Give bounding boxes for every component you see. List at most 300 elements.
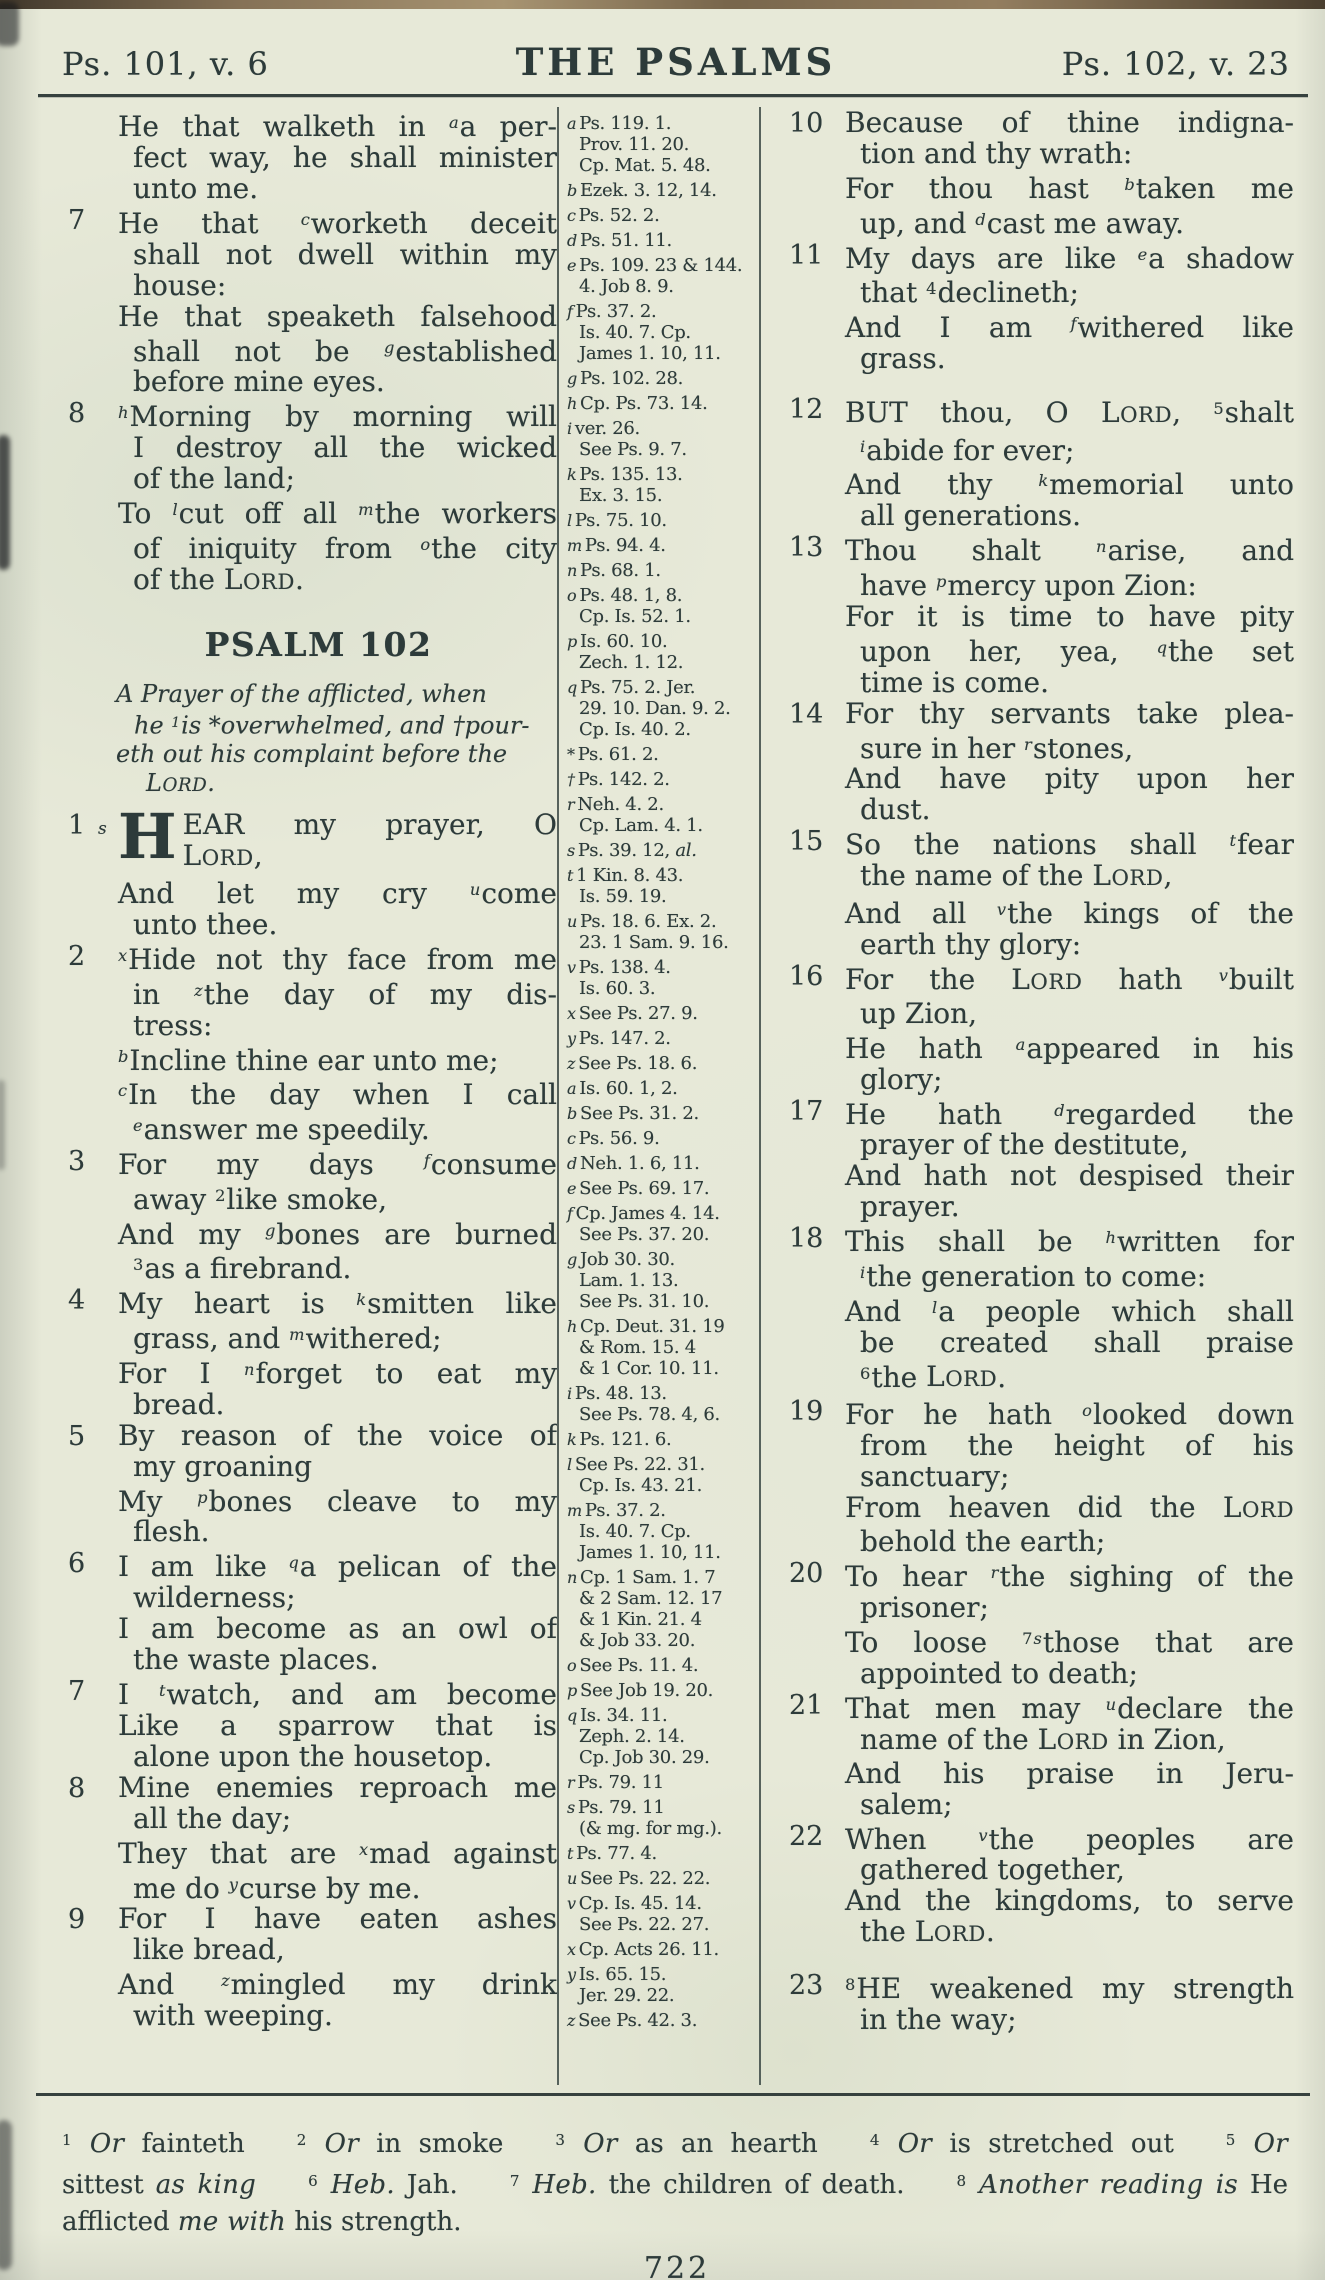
verse-line: To loose $^{7s}$those that are: [845, 1625, 1294, 1659]
reference-entry: [567, 631, 755, 673]
verse-number: 2: [68, 941, 86, 973]
reference-line: x See Ps. 27. 9.: [567, 1003, 698, 1024]
reference-mark: o: [420, 534, 431, 554]
reference-marker: g: [567, 369, 577, 388]
verse-line: prayer of the destitute,: [860, 1128, 1189, 1162]
footnote-mark: 7: [509, 2172, 520, 2191]
reference-entry: [567, 180, 755, 201]
verse-line: appointed to death;: [860, 1656, 1138, 1690]
verse-number: 18: [789, 1223, 824, 1255]
verse-number: 5: [68, 1420, 86, 1452]
verse-line: sanctuary;: [860, 1460, 1010, 1494]
divine-name: LORD: [914, 1915, 986, 1949]
reference-entry: [567, 1128, 755, 1149]
reference-line: d Neh. 1. 6, 11.: [567, 1153, 700, 1174]
reference-entry: [567, 911, 755, 953]
divine-name: LORD: [1037, 1722, 1109, 1756]
footnote-line: afflicted me with his strength.: [62, 2207, 462, 2238]
reference-marker: s: [567, 1798, 575, 1817]
reference-line: n Ps. 68. 1.: [567, 560, 661, 581]
verse-line: And have pity upon her: [845, 762, 1294, 796]
verse: [789, 1689, 1294, 1820]
reference-mark: t: [159, 1681, 166, 1701]
reference-entry: [567, 1843, 755, 1864]
reference-entry: [567, 585, 755, 627]
reference-mark: m: [289, 1324, 305, 1344]
verse-line: away $^2$like smoke,: [133, 1182, 387, 1216]
verse-line: By reason of the voice of: [118, 1418, 557, 1452]
reference-entry: [567, 1028, 755, 1049]
verse-line: $^h$Morning by morning will: [118, 400, 557, 434]
reference-entry: [567, 1316, 755, 1379]
reference-mark: k: [1038, 471, 1049, 491]
verse-line: tion and thy wrath:: [860, 137, 1133, 170]
verse-line: To $^l$cut off all $^m$the workers: [118, 496, 557, 530]
reference-marker: e: [567, 256, 577, 275]
footnote-mark: 1: [62, 2131, 72, 2149]
verse: [68, 1903, 557, 2031]
reference-mark: p: [197, 1487, 208, 1507]
reference-entry: [567, 1003, 755, 1024]
verse-line: BUT thou, O LORD, $^5$shalt: [845, 395, 1294, 429]
verse-line: $^e$answer me speedily.: [133, 1113, 430, 1147]
verse-line: tress:: [133, 1008, 213, 1042]
verse-number: 12: [789, 393, 824, 425]
verse-line: behold the earth;: [860, 1525, 1106, 1559]
verse-line: of the land;: [133, 462, 295, 496]
reference-mark: g: [383, 337, 395, 357]
verse-line: like bread,: [133, 1933, 285, 1967]
reference-entry: [567, 1053, 755, 1074]
verse-line: glory;: [860, 1062, 943, 1096]
verse: [789, 531, 1294, 697]
divine-name: LORD: [146, 769, 208, 798]
reference-marker: *: [567, 745, 575, 764]
reference-line: u Ps. 18. 6. Ex. 2.: [567, 911, 717, 932]
verse-line: with weeping.: [133, 1999, 333, 2033]
reference-line: Cp. Is. 43. 21.: [579, 1475, 703, 1496]
reference-marker: q: [567, 1706, 577, 1725]
reference-mark: f: [423, 1151, 430, 1171]
verse-line: fect way, he shall minister: [133, 140, 557, 174]
reference-mark: x: [118, 946, 128, 966]
reference-mark: c: [300, 209, 310, 229]
reference-marker: p: [567, 1681, 577, 1700]
verse-line: Like a sparrow that is: [118, 1708, 557, 1742]
footnote-mark: 1: [171, 714, 181, 731]
reference-line: q Ps. 75. 2. Jer.: [567, 677, 696, 698]
reference-line: * Ps. 61. 2.: [567, 744, 659, 765]
verse-line: of iniquity from $^o$the city: [133, 531, 557, 565]
reference-entry: [567, 301, 755, 364]
verse-number: 8: [68, 1772, 86, 1804]
reference-line: o See Ps. 11. 4.: [567, 1655, 699, 1676]
reference-line: James 1. 10, 11.: [579, 343, 721, 364]
verse: [789, 1222, 1294, 1395]
verse-line: HEAR my prayer, O: [118, 800, 557, 874]
reference-mark: y: [228, 1874, 238, 1894]
verse-line: in the way;: [860, 2003, 1017, 2037]
verse-line: before mine eyes.: [133, 365, 385, 399]
reference-marker: l: [567, 511, 572, 530]
verse-line: And all $^v$the kings of the: [845, 896, 1294, 930]
reference-line: Is. 59. 19.: [579, 886, 667, 907]
reference-line: Is. 60. 3.: [579, 978, 656, 999]
reference-marker: n: [567, 1568, 578, 1587]
verse: [68, 1547, 557, 1675]
reference-mark: b: [118, 1046, 129, 1066]
verse-line: my groaning: [133, 1449, 313, 1483]
reference-entry: [567, 368, 755, 389]
reference-line: See Ps. 9. 7.: [579, 439, 687, 460]
reference-entry: [567, 418, 755, 460]
verse-line: have $^p$mercy upon Zion:: [860, 568, 1197, 602]
verse: [789, 1095, 1294, 1223]
verse-line: alone upon the housetop.: [133, 1739, 493, 1773]
reference-marker: r: [567, 1773, 575, 1792]
reference-mark: v: [978, 1825, 988, 1845]
reference-marker: d: [567, 1154, 577, 1173]
verse-line: For he hath $^o$looked down: [845, 1398, 1294, 1432]
verse: [789, 393, 1294, 531]
reference-line: Cp. Lam. 4. 1.: [579, 815, 703, 836]
reference-entry: [567, 1078, 755, 1099]
reference-marker: i: [567, 419, 572, 438]
reference-marker: r: [567, 795, 575, 814]
verse-line: the waste places.: [133, 1643, 379, 1677]
reference-mark: v: [996, 900, 1007, 920]
reference-entry: [567, 2010, 755, 2031]
reference-line: & 1 Kin. 21. 4: [579, 1609, 702, 1630]
footnote-mark: 7: [1022, 1628, 1033, 1648]
text-columns: [60, 107, 1294, 2085]
verse-line: $^c$In the day when I call: [118, 1078, 557, 1112]
reference-marker: x: [567, 1940, 576, 1959]
divine-name: LORD: [182, 839, 254, 873]
verse-line: For I have eaten ashes: [118, 1902, 557, 1936]
verse-line: For thy servants take plea-: [845, 696, 1294, 730]
drop-cap: H: [118, 800, 177, 874]
reference-entry: [567, 1772, 755, 1793]
running-head-right: Ps. 102, v. 23: [1061, 45, 1290, 83]
footnote-mark: 2: [296, 2131, 307, 2149]
reference-line: 4. Job 8. 9.: [579, 276, 674, 297]
verse-line: prayer.: [860, 1190, 960, 1224]
reference-marker: m: [567, 1501, 582, 1520]
reference-line: q Is. 34. 11.: [567, 1705, 668, 1726]
reference-marker: m: [567, 536, 582, 555]
reference-line: s Ps. 79. 11: [567, 1797, 665, 1818]
reference-line: b Ezek. 3. 12, 14.: [567, 180, 717, 201]
verse-line: I destroy all the wicked: [133, 431, 557, 465]
reference-marker: h: [567, 1317, 578, 1336]
reference-line: e See Ps. 69. 17.: [567, 1178, 710, 1199]
reference-line: Cp. Is. 52. 1.: [579, 606, 691, 627]
verse-line: For the LORD hath $^v$built: [845, 962, 1294, 996]
verse-line: $^3$as a firebrand.: [133, 1252, 352, 1286]
verse: [68, 1772, 557, 1904]
psalm-superscription: [114, 680, 557, 801]
footnote-mark: 8: [845, 1975, 856, 1995]
reference-marker: p: [567, 632, 577, 651]
divine-name: LORD: [1100, 395, 1173, 429]
reference-line: v Cp. Is. 45. 14.: [567, 1893, 702, 1914]
reference-mark: p: [936, 572, 947, 592]
verse-number: 4: [68, 1285, 86, 1317]
reference-entry: [567, 840, 755, 861]
reference-line: z See Ps. 42. 3.: [567, 2010, 698, 2031]
reference-entry: [567, 1178, 755, 1199]
reference-marker: f: [567, 302, 573, 321]
reference-line: r Neh. 4. 2.: [567, 794, 664, 815]
verse-line: grass, and $^m$withered;: [133, 1321, 442, 1355]
reference-entry: [567, 1680, 755, 1701]
reference-line: k Ps. 135. 13.: [567, 464, 683, 485]
footnote-mark: 6: [860, 1363, 871, 1383]
verse-line: $^6$the LORD.: [860, 1360, 1007, 1394]
reference-mark: s: [98, 819, 107, 840]
verse-line: the name of the LORD,: [860, 859, 1173, 893]
verse-line: the LORD.: [860, 1915, 995, 1949]
verse: [789, 1820, 1294, 1951]
footnote-mark: 4: [926, 279, 937, 299]
verse-line: all the day;: [133, 1801, 292, 1835]
reference-line: Zech. 1. 12.: [579, 652, 684, 673]
reference-line: Cp. Job 30. 29.: [579, 1747, 710, 1768]
verse: [789, 1969, 1294, 2035]
verse-line: That men may $^u$declare the: [845, 1691, 1294, 1725]
verse-line: He that speaketh falsehood: [118, 299, 557, 333]
reference-line: l Ps. 75. 10.: [567, 510, 667, 531]
reference-mark: g: [264, 1220, 276, 1240]
reference-mark: z: [194, 980, 203, 1000]
reference-mark: r: [1024, 734, 1032, 754]
reference-marker: b: [567, 1104, 577, 1123]
reference-line: r Ps. 79. 11: [567, 1772, 664, 1793]
reference-mark: u: [1105, 1694, 1117, 1714]
verse-number: 11: [789, 239, 824, 271]
reference-mark: v: [1218, 965, 1228, 985]
reference-mark: q: [288, 1553, 299, 1573]
reference-line: e Ps. 109. 23 & 144.: [567, 255, 743, 276]
reference-entry: [567, 1939, 755, 1960]
verse-line: dust.: [860, 793, 931, 827]
verse-number: 14: [789, 698, 824, 730]
reference-mark: l: [932, 1297, 938, 1317]
verse-line: up Zion,: [860, 996, 978, 1030]
reference-marker: f: [567, 1204, 573, 1223]
reference-entry: [567, 1964, 755, 2006]
reference-mark: q: [1156, 637, 1167, 657]
reference-line: Prov. 11. 20.: [579, 134, 690, 155]
reference-mark: d: [1054, 1100, 1065, 1120]
reference-mark: r: [990, 1563, 999, 1583]
reference-mark: u: [469, 880, 481, 900]
reference-marker: x: [567, 1004, 576, 1023]
verse-line: And the kingdoms, to serve: [845, 1884, 1294, 1918]
reference-line: & 2 Sam. 12. 17: [579, 1588, 723, 1609]
reference-mark: c: [118, 1081, 128, 1101]
reference-entry: [567, 769, 755, 790]
reference-line: y Is. 65. 15.: [567, 1964, 667, 1985]
reference-mark: e: [133, 1116, 143, 1136]
reference-line: Cp. Is. 40. 2.: [579, 719, 691, 740]
reference-line: i ver. 26.: [567, 418, 640, 439]
reference-line: z See Ps. 18. 6.: [567, 1053, 698, 1074]
footnote-line: $^1$ Or fainteth $^2$ Or in smoke $^3$ Or as an hearth $^4$ Or is stretched out $^5$ Or: [62, 2129, 1289, 2160]
verse-line: up, and $^d$cast me away.: [860, 206, 1184, 240]
reference-line: † Ps. 142. 2.: [567, 769, 670, 790]
reference-line: (& mg. for mg.).: [579, 1818, 722, 1839]
verse-line: $^i$abide for ever;: [860, 433, 1075, 467]
footnote-mark: 3: [555, 2131, 565, 2149]
reference-line: Jer. 29. 22.: [579, 1985, 675, 2006]
reference-marker: h: [567, 394, 578, 413]
reference-marker: b: [567, 181, 577, 200]
verse-line: me do $^y$curse by me.: [133, 1871, 421, 1905]
verse-line: unto me.: [133, 171, 259, 205]
running-head: [60, 0, 1294, 92]
verse-line: To hear $^r$the sighing of the: [845, 1559, 1294, 1593]
reference-line: g Ps. 102. 28.: [567, 368, 684, 389]
reference-marker: s: [567, 841, 575, 860]
verse-line: flesh.: [133, 1515, 210, 1549]
verse-line: They that are $^x$mad against: [118, 1836, 557, 1870]
verse-line: grass.: [860, 341, 946, 375]
divine-name: LORD: [926, 1360, 998, 1394]
column-divider: [759, 107, 761, 2085]
column-divider: [557, 107, 559, 2085]
reference-entry: [567, 1249, 755, 1312]
verse-line: of the LORD.: [133, 562, 304, 596]
reference-line: Lam. 1. 13.: [579, 1270, 679, 1291]
reference-line: f Cp. James 4. 14.: [567, 1203, 720, 1224]
reference-entry: [567, 255, 755, 297]
reference-mark: s: [1033, 1628, 1042, 1648]
verse: [789, 107, 1294, 239]
reference-line: y Ps. 147. 2.: [567, 1028, 671, 1049]
reference-mark: e: [1137, 244, 1148, 264]
reference-line: i Ps. 48. 13.: [567, 1383, 667, 1404]
reference-line: p Is. 60. 10.: [567, 631, 668, 652]
verse-line: So the nations shall $^t$fear: [845, 828, 1294, 862]
verse-number: 7: [68, 204, 86, 236]
reference-line: v Ps. 138. 4.: [567, 957, 671, 978]
verse-number: 9: [68, 1904, 86, 1936]
verse-line: time is come.: [860, 665, 1050, 699]
reference-line: n Cp. 1 Sam. 1. 7: [567, 1567, 716, 1588]
verse: [789, 239, 1294, 374]
verse-number: 10: [789, 108, 824, 139]
reference-marker: l: [567, 1455, 572, 1474]
reference-line: See Ps. 31. 10.: [579, 1291, 710, 1312]
verse-line: And hath not despised their: [845, 1159, 1294, 1193]
reference-entry: [567, 1203, 755, 1245]
reference-mark: m: [358, 500, 374, 520]
reference-entry: [567, 393, 755, 414]
verse-line: My $^p$bones cleave to my: [118, 1484, 557, 1518]
reference-line: h Cp. Deut. 31. 19: [567, 1316, 725, 1337]
reference-line: 23. 1 Sam. 9. 16.: [579, 932, 729, 953]
divine-name: LORD: [1011, 962, 1083, 996]
verse-line: shall not be $^g$established: [133, 334, 557, 368]
reference-marker: t: [567, 866, 574, 885]
reference-marker: t: [567, 1844, 574, 1863]
verse-line: name of the LORD in Zion,: [860, 1722, 1226, 1756]
reference-line: p See Job 19. 20.: [567, 1680, 714, 1701]
reference-line: & Job 33. 20.: [579, 1630, 696, 1651]
reference-entry: [567, 464, 755, 506]
reference-line: a Is. 60. 1, 2.: [567, 1078, 678, 1099]
reference-line: Zeph. 2. 14.: [579, 1726, 685, 1747]
verse-line: I am like $^q$a pelican of the: [118, 1550, 557, 1584]
reference-mark: d: [975, 209, 986, 229]
reference-entry: [567, 865, 755, 907]
footnote-mark: 8: [956, 2172, 967, 2191]
verse-line: earth thy glory:: [860, 927, 1082, 961]
reference-entry: [567, 1655, 755, 1676]
reference-marker: i: [567, 1384, 572, 1403]
verse-line: And let my cry $^u$come: [118, 877, 557, 911]
verse-line: gathered together,: [860, 1853, 1125, 1887]
verse-line: For I $^n$forget to eat my: [118, 1356, 557, 1390]
reference-line: c Ps. 52. 2.: [567, 205, 660, 226]
reference-marker: d: [567, 231, 577, 250]
reference-entry: [567, 1383, 755, 1425]
verse-number: 17: [789, 1095, 824, 1127]
reference-entry: [567, 677, 755, 740]
verse-line: $^b$Incline thine ear unto me;: [118, 1043, 499, 1077]
reference-line: u See Ps. 22. 22.: [567, 1868, 711, 1889]
reference-line: See Ps. 78. 4, 6.: [579, 1404, 720, 1425]
verse-line: Mine enemies reproach me: [118, 1770, 557, 1804]
reference-line: x Cp. Acts 26. 11.: [567, 1939, 719, 1960]
verse-line: all generations.: [860, 499, 1082, 533]
superscription-line: eth out his complaint before the: [116, 740, 508, 769]
reference-entry: [567, 535, 755, 556]
reference-line: a Ps. 119. 1.: [567, 113, 672, 134]
footnote-line: sittest as king $^6$ Heb. Jah. $^7$ Heb. the children of death. $^8$ Another reading is He: [62, 2170, 1289, 2201]
reference-mark: l: [172, 500, 178, 520]
reference-line: o Ps. 48. 1, 8.: [567, 585, 683, 606]
reference-line: k Ps. 121. 6.: [567, 1429, 672, 1450]
verse-number: 13: [789, 532, 824, 564]
verse-number: 21: [789, 1689, 824, 1721]
verse-number: 16: [789, 960, 824, 992]
reference-marker: z: [567, 2011, 576, 2030]
verse-line: house:: [133, 268, 227, 302]
verse-line: For it is time to have pity: [845, 599, 1294, 633]
reference-mark: a: [448, 113, 459, 132]
reference-line: c Ps. 56. 9.: [567, 1128, 660, 1149]
reference-line: Cp. Mat. 5. 48.: [579, 155, 711, 176]
verse-line: be created shall praise: [860, 1325, 1294, 1359]
reference-marker: v: [567, 1894, 576, 1913]
footnote-mark: 3: [133, 1255, 144, 1275]
reference-mark: i: [860, 436, 866, 456]
verse-line: My heart is $^k$smitten like: [118, 1286, 557, 1320]
verse-line: prisoner;: [860, 1590, 989, 1624]
running-head-title: THE PSALMS: [515, 40, 837, 84]
verse-line: And his praise in Jeru-: [845, 1756, 1294, 1790]
verse-line: Because of thine indigna-: [845, 107, 1294, 139]
reference-entry: [567, 1705, 755, 1768]
verse-number: 15: [789, 826, 824, 858]
verse: [68, 1675, 557, 1772]
reference-line: & 1 Cor. 10. 11.: [579, 1358, 719, 1379]
reference-entry: [567, 1797, 755, 1839]
verse-line: And $^z$mingled my drink: [118, 1968, 557, 2002]
